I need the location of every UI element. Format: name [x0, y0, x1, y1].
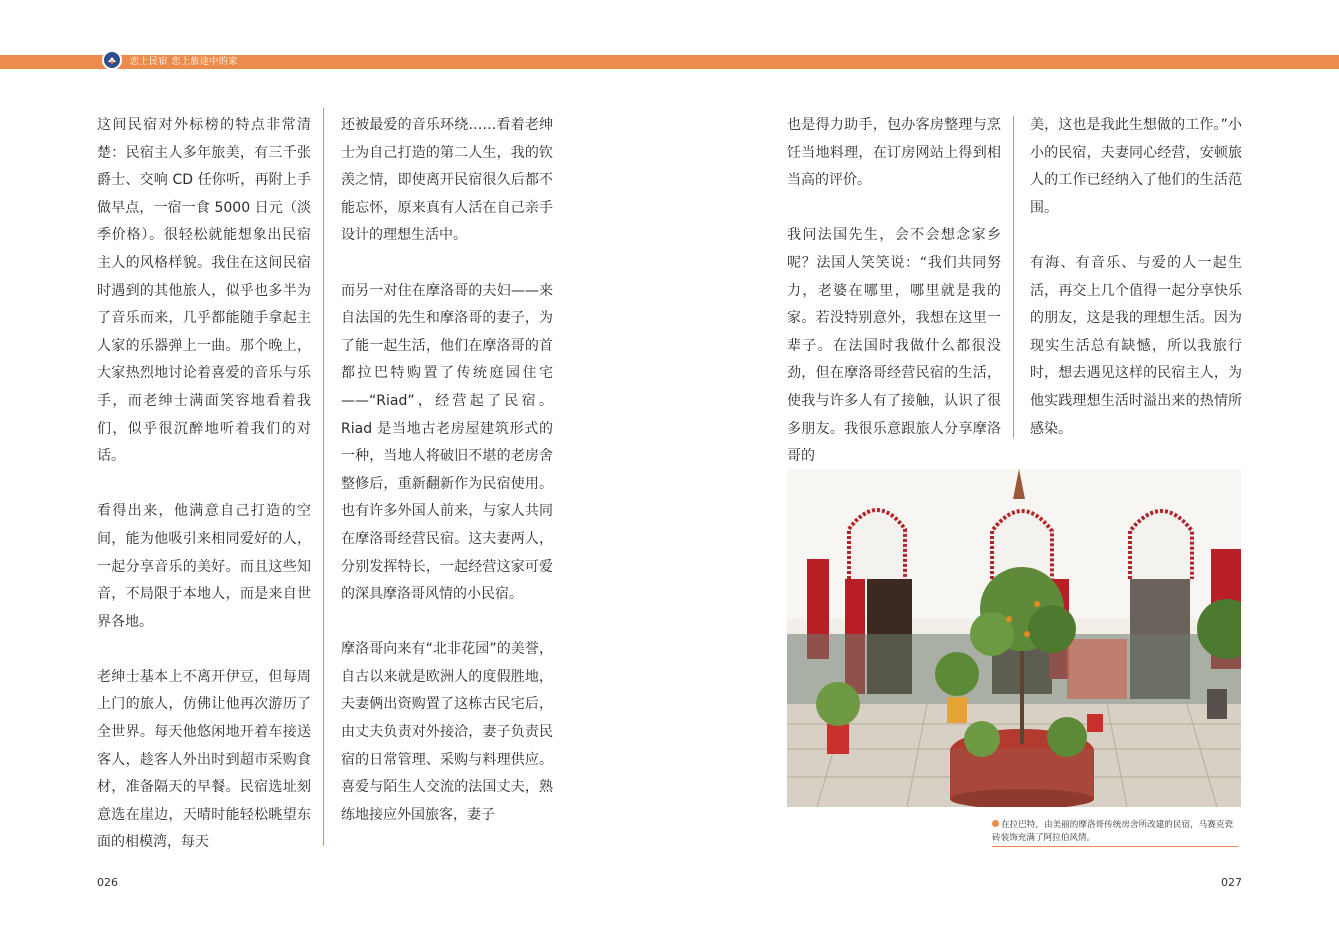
text-column-1 [97, 112, 311, 857]
running-header-title: 恋上民宿 恋上旅途中的家 [130, 57, 238, 67]
paragraph: 摩洛哥向来有“北非花园”的美誉，自古以来就是欧洲人的度假胜地，夫妻俩出资购置了这栋古民宅后，由丈夫负责对外接洽，妻子负责民宿的日常管理、采购与料理供应。喜爱与陌生人交流的法国丈夫，熟练地接应外国旅客，妻子 [341, 641, 553, 823]
paragraph: 还被最爱的音乐环绕……看着老绅士为自己打造的第二人生，我的钦羡之情，即使离开民宿很久后都不能忘怀，原来真有人活在自己亲手设计的理想生活中。 [341, 117, 553, 244]
courtyard-riad-photo [787, 469, 1241, 807]
paragraph: 也是得力助手，包办客房整理与烹饪当地料理，在订房网站上得到相当高的评价。 [787, 117, 1001, 189]
paragraph: 而另一对住在摩洛哥的夫妇——来自法国的先生和摩洛哥的妻子，为了能一起生活，他们在摩洛哥的首都拉巴特购置了传统庭园住宅——“Riad”，经营起了民宿。Riad 是当地古老房屋建筑形式的一种，当地人将破旧不堪的老房舍整修后，重新翻新作为民宿使用。也有许多外国人前来，与家人共同在摩洛哥经营民宿。这夫妻两人，分别发挥特长，一起经营这家可爱的深具摩洛哥风情的小民宿。 [341, 282, 553, 603]
paragraph: 我问法国先生，会不会想念家乡呢？法国人笑笑说：“我们共同努力，老婆在哪里，哪里就是我的家。若没特别意外，我想在这里一辈子。在法国时我做什么都很没劲，但在摩洛哥经营民宿的生活，使我与许多人有了接触，认识了很多朋友。我很乐意跟旅人分享摩洛哥的 [787, 227, 1001, 465]
page-number-right: 027 [1221, 876, 1242, 889]
photo-caption [992, 819, 1237, 844]
text-column-2 [341, 112, 553, 829]
text-column-3 [787, 112, 1001, 471]
paragraph: 有海、有音乐、与爱的人一起生活，再交上几个值得一起分享快乐的朋友，这是我的理想生活。因为现实生活总有缺憾，所以我旅行时，想去遇见这样的民宿主人，为他实践理想生活时溢出来的热情所感染。 [1030, 254, 1242, 437]
caption-underline [992, 846, 1238, 847]
page-number-left: 026 [97, 876, 118, 889]
paragraph: 美，这也是我此生想做的工作。”小小的民宿，夫妻同心经营，安顿旅人的工作已经纳入了他们的生活范围。 [1030, 117, 1242, 216]
paragraph: 这间民宿对外标榜的特点非常清楚：民宿主人多年旅美，有三千张爵士、交响 CD 任你听，再附上手做早点，一宿一食 5000 日元（淡季价格）。很轻松就能想象出民宿主人的风格样貌。我住在这间民宿时遇到的其他旅人，似乎也多半为了音乐而来，几乎都能随手拿起主人家的乐器弹上一曲。那个晚上，大家热烈地讨论着喜爱的音乐与乐手，而老绅士满面笑容地看着我们，似乎很沉醉地听着我们的对话。 [97, 117, 311, 465]
column-divider-right [1013, 116, 1014, 438]
paragraph: 看得出来，他满意自己打造的空间，能为他吸引来相同爱好的人，一起分享音乐的美好。而且这些知音，不局限于本地人，而是来自世界各地。 [97, 503, 311, 630]
text-column-4 [1030, 112, 1242, 443]
caption-marker-icon [992, 820, 999, 827]
column-divider-left [323, 108, 324, 846]
logo-icon [102, 50, 122, 70]
caption-text: 在拉巴特，由美丽的摩洛哥传统房舍所改建的民宿，马赛克瓷砖装饰充满了阿拉伯风情。 [992, 820, 1234, 843]
paragraph: 老绅士基本上不离开伊豆，但每周上门的旅人，仿佛让他再次游历了全世界。每天他悠闲地开着车接送客人，趁客人外出时到超市采购食材，准备隔天的早餐。民宿选址刻意选在崖边，天晴时能轻松眺望东面的相模湾，每天 [97, 668, 311, 851]
